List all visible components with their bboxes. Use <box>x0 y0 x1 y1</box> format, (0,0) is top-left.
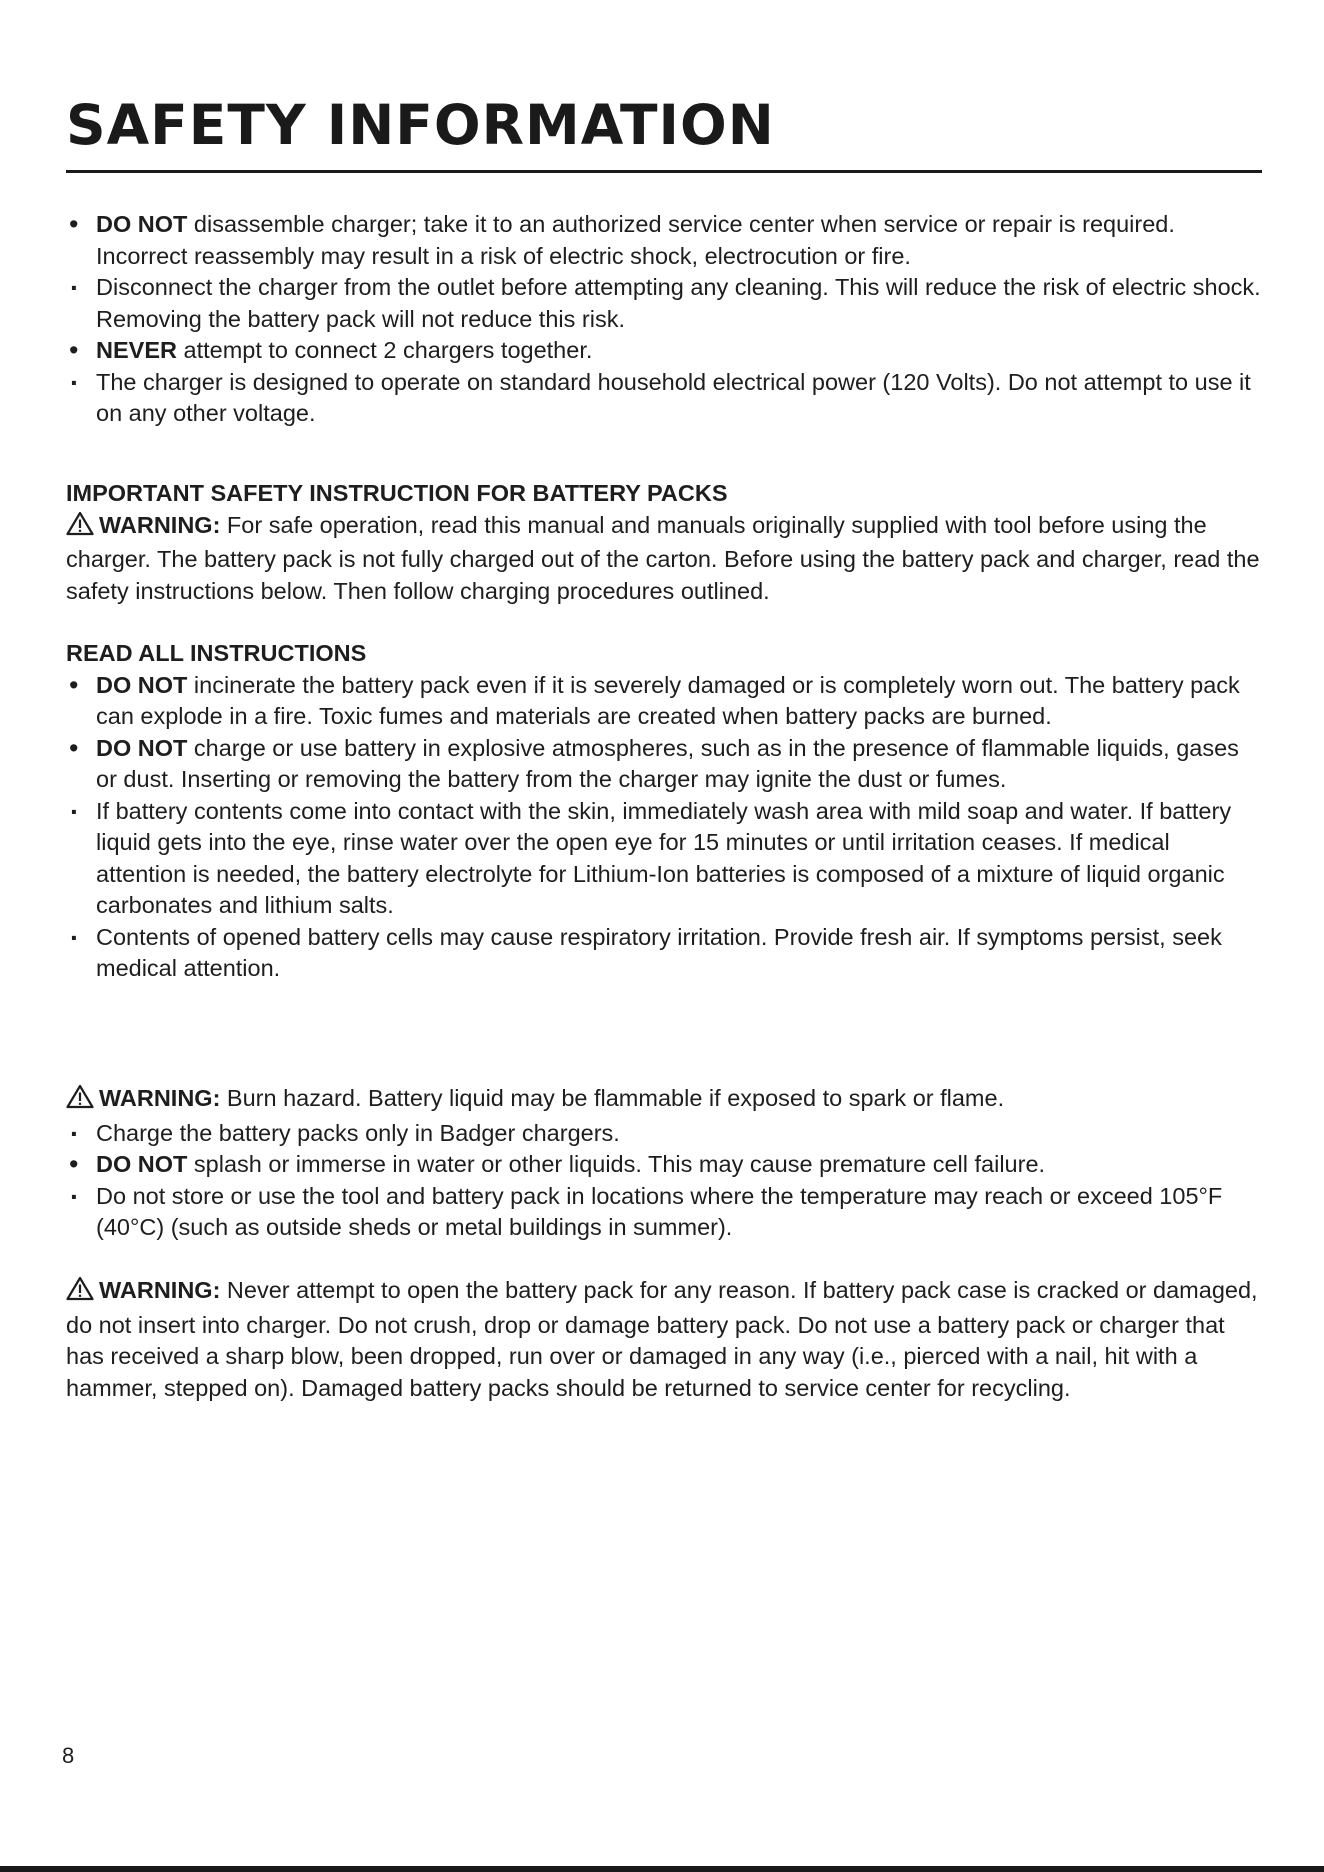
list-item: · The charger is designed to operate on standard household electrical power (120 Volts). Do not attempt to use it on any other voltage. <box>66 367 1262 430</box>
list-item: • DO NOT disassemble charger; take it to an authorized service center when service or repair is required. Incorrect reassembly may result in a risk of electric shock, electrocution or fire. <box>66 209 1262 272</box>
final-warning-section <box>66 1275 1262 1404</box>
bottom-border <box>0 1866 1324 1872</box>
list-item: · Do not store or use the tool and battery pack in locations where the temperature may reach or exceed 105°F (40°C) (such as outside sheds or metal buildings in summer). <box>66 1181 1262 1244</box>
list-item: · Contents of opened battery cells may cause respiratory irritation. Provide fresh air. If symptoms persist, seek medical attention. <box>66 922 1262 985</box>
section-heading: READ ALL INSTRUCTIONS <box>66 640 367 666</box>
section-heading: IMPORTANT SAFETY INSTRUCTION FOR BATTERY PACKS <box>66 480 728 506</box>
list-item: · Charge the battery packs only in Badger chargers. <box>66 1118 1262 1150</box>
warning-label: WARNING: <box>99 1277 221 1303</box>
warning-paragraph: WARNING: Never attempt to open the battery pack for any reason. If battery pack case is cracked or damaged, do not insert into charger. Do not crush, drop or damage battery pack. Do not use a battery pack or charger that has received a sharp blow, been dropped, run over or damaged in any way (i.e., pierced with a nail, hit with a hammer, stepped on). Damaged battery packs should be returned to service center for recycling. <box>66 1277 1258 1401</box>
warning-triangle-icon <box>66 1084 94 1118</box>
warning-triangle-icon <box>66 1276 94 1310</box>
list-item: · Disconnect the charger from the outlet before attempting any cleaning. This will reduce the risk of electric shock. Removing the battery pack will not reduce this risk. <box>66 272 1262 335</box>
warning-triangle-icon <box>66 511 94 545</box>
list-item: • DO NOT charge or use battery in explosive atmospheres, such as in the presence of flammable liquids, gases or dust. Inserting or removing the battery from the charger may ignite the dust or fumes. <box>66 733 1262 796</box>
warning-paragraph: WARNING: For safe operation, read this manual and manuals originally supplied with tool before using the charger. The battery pack is not fully charged out of the carton. Before using the battery pack and charger, read the safety instructions below. Then follow charging procedures outlined. <box>66 511 1260 604</box>
list-item: • DO NOT splash or immerse in water or other liquids. This may cause premature cell failure. <box>66 1149 1262 1181</box>
charger-safety-section <box>66 209 1262 430</box>
battery-instruction-section <box>66 478 1262 607</box>
page-title: SAFETY INFORMATION <box>66 93 775 157</box>
list-item: • DO NOT incinerate the battery pack even if it is severely damaged or is completely worn out. The battery pack can explode in a fire. Toxic fumes and materials are created when battery packs are burned. <box>66 670 1262 733</box>
burn-warning-section <box>66 1083 1262 1244</box>
title-divider <box>66 170 1262 173</box>
warning-paragraph: WARNING: Burn hazard. Battery liquid may be flammable if exposed to spark or flame. <box>66 1083 1262 1118</box>
read-all-section <box>66 638 1262 985</box>
warning-label: WARNING: <box>99 511 221 538</box>
warning-label: WARNING: <box>99 1085 221 1111</box>
page-number: 8 <box>62 1743 75 1768</box>
list-item: • NEVER attempt to connect 2 chargers together. <box>66 335 1262 367</box>
list-item: · If battery contents come into contact with the skin, immediately wash area with mild soap and water. If battery liquid gets into the eye, rinse water over the open eye for 15 minutes or until irritation ceases. If medical attention is needed, the battery electrolyte for Lithium-Ion batteries is composed of a mixture of liquid organic carbonates and lithium salts. <box>66 796 1262 922</box>
